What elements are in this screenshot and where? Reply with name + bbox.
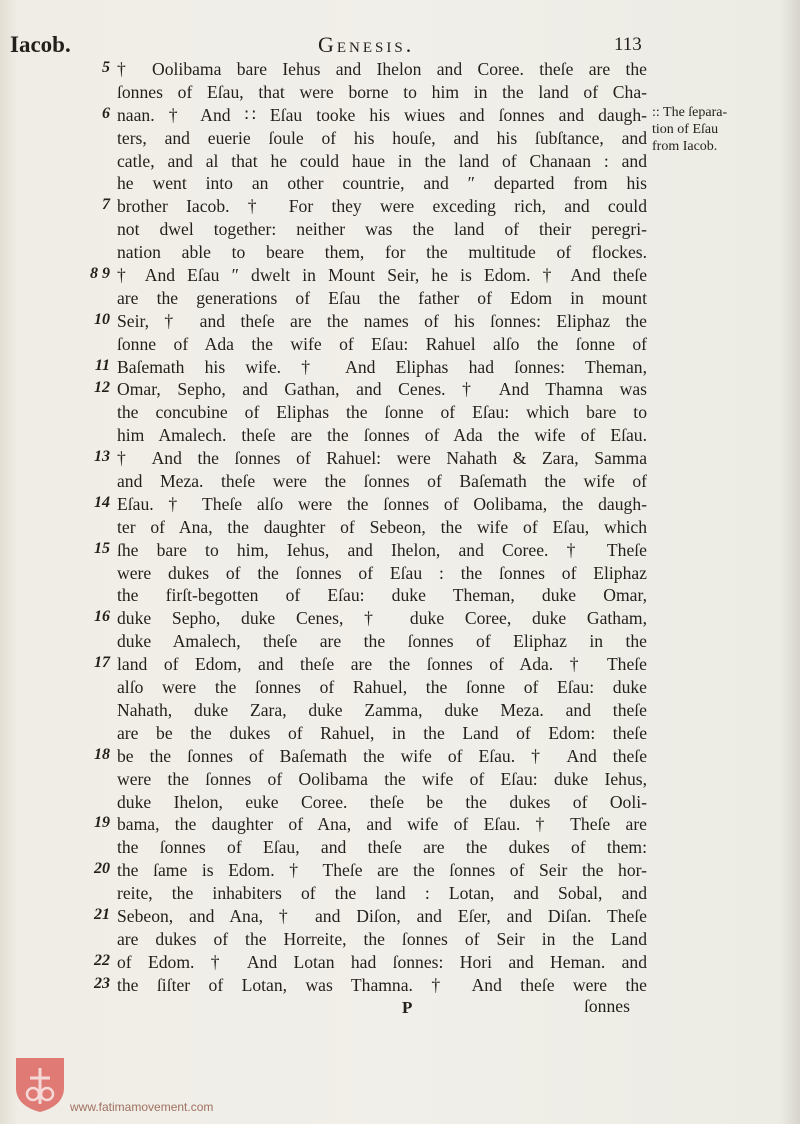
text-line (0, 378, 800, 401)
line-text: are be the dukes of Rahuel, in the Land of Edom: theſe (117, 722, 647, 743)
line-text: be the ſonnes of Baſemath the wife of Eſau. † And theſe (117, 745, 647, 766)
text-line (0, 630, 800, 653)
line-text: ſonne of Ada the wife of Eſau: Rahuel alſo the ſonne of (117, 333, 647, 354)
line-text: were dukes of the ſonnes of Eſau : the ſonnes of Eliphaz (117, 562, 647, 583)
line-text: the ſiſter of Lotan, was Thamna. † And theſe were the (117, 974, 647, 995)
line-text: ſhe bare to him, Iehus, and Ihelon, and Coree. † Theſe (117, 539, 647, 560)
verse-number: 8 9 (90, 265, 110, 283)
line-text: are dukes of the Horreite, the ſonnes of Seir in the Land (117, 928, 647, 949)
line-text: ter of Ana, the daughter of Sebeon, the wife of Eſau, which (117, 516, 647, 537)
text-line (0, 951, 800, 974)
text-line (0, 424, 800, 447)
text-line (0, 699, 800, 722)
verse-number: 21 (94, 905, 110, 923)
text-line (0, 333, 800, 356)
text-line (0, 218, 800, 241)
line-text: bama, the daughter of Ana, and wife of Eſau. † Theſe are (117, 814, 647, 835)
line-text: Baſemath his wife. † And Eliphas had ſonnes: Theman, (117, 356, 647, 377)
verse-number: 15 (94, 539, 110, 557)
line-text: not dwel together: neither was the land of their peregri- (117, 219, 647, 240)
line-text: Nahath, duke Zara, duke Zamma, duke Meza. and theſe (117, 699, 647, 720)
line-text: land of Edom, and theſe are the ſonnes of Ada. † Theſe (117, 654, 647, 675)
line-text: reite, the inhabiters of the land : Lotan, and Sobal, and (117, 883, 647, 904)
verse-number: 14 (94, 493, 110, 511)
text-line (0, 470, 800, 493)
verse-number: 22 (94, 951, 110, 969)
text-line (0, 676, 800, 699)
text-line (0, 745, 800, 768)
page-number: 113 (614, 34, 642, 55)
line-text: Omar, Sepho, and Gathan, and Cenes. † And Thamna was (117, 379, 647, 400)
verse-number: 11 (94, 356, 110, 374)
line-text: the concubine of Eliphas the ſonne of Eſau: which bare to (117, 402, 647, 423)
text-line (0, 584, 800, 607)
text-line (0, 516, 800, 539)
text-line (0, 928, 800, 951)
margin-note-line: :: The ſepara- (652, 105, 728, 120)
line-text: the ſame is Edom. † Theſe are the ſonnes of Seir the hor- (117, 860, 647, 881)
line-text: and Meza. theſe were the ſonnes of Baſemath the wife of (117, 471, 647, 492)
line-text: ters, and euerie ſoule of his houſe, and his ſubſtance, and (117, 127, 647, 148)
line-text: duke Ihelon, euke Coree. theſe be the dukes of Ooli- (117, 791, 647, 812)
line-text: naan. † And ∷ Eſau tooke his wiues and ſonnes and daugh- (117, 104, 647, 125)
line-text: him Amalech. theſe are the ſonnes of Ada the wife of Eſau. (117, 425, 647, 446)
line-text: of Edom. † And Lotan had ſonnes: Hori and Heman. and (117, 951, 647, 972)
text-line (0, 859, 800, 882)
line-text: catle, and al that he could haue in the land of Chanaan : and (117, 150, 647, 171)
text-line (0, 882, 800, 905)
verse-number: 13 (94, 448, 110, 466)
text-line (0, 58, 800, 81)
text-line (0, 539, 800, 562)
text-line (0, 81, 800, 104)
text-line (0, 722, 800, 745)
line-text: duke Sepho, duke Cenes, † duke Coree, duke Gatham, (117, 608, 647, 629)
text-line (0, 813, 800, 836)
text-line (0, 653, 800, 676)
verse-number: 17 (94, 654, 110, 672)
text-line (0, 264, 800, 287)
verse-number: 7 (102, 196, 110, 214)
line-text: alſo were the ſonnes of Rahuel, the ſonne of Eſau: duke (117, 677, 647, 698)
line-text: the firſt-begotten of Eſau: duke Theman, duke Omar, (117, 585, 647, 606)
text-line (0, 768, 800, 791)
text-line (0, 607, 800, 630)
text-line (0, 356, 800, 379)
text-line (0, 562, 800, 585)
verse-number: 10 (94, 310, 110, 328)
verse-number: 19 (94, 814, 110, 832)
text-line (0, 493, 800, 516)
watermark-url: www.fatimamovement.com (70, 1100, 214, 1114)
margin-note-line: tion of Eſau (652, 122, 719, 137)
text-line (0, 310, 800, 333)
margin-note (652, 104, 792, 155)
text-line (0, 974, 800, 997)
line-text: were the ſonnes of Oolibama the wife of Eſau: duke Iehus, (117, 768, 647, 789)
text-line (0, 195, 800, 218)
verse-number: 23 (94, 974, 110, 992)
line-text: † Oolibama bare Iehus and Ihelon and Coree. theſe are the (117, 59, 647, 79)
fatima-logo-icon (12, 1054, 68, 1114)
book-title: Genesis. (318, 32, 415, 57)
line-text: Seir, † and theſe are the names of his ſonnes: Eliphaz the (117, 310, 647, 331)
line-text: Eſau. † Theſe alſo were the ſonnes of Oolibama, the daugh- (117, 493, 647, 514)
line-text: ſonnes of Eſau, that were borne to him in the land of Cha- (117, 81, 647, 102)
line-text: † And Eſau ″ dwelt in Mount Seir, he is Edom. † And theſe (117, 265, 647, 286)
signature-mark: P (402, 998, 413, 1017)
text-line (0, 791, 800, 814)
line-text: Sebeon, and Ana, † and Diſon, and Eſer, and Diſan. Theſe (117, 905, 647, 926)
running-head: Iacob. (10, 32, 71, 57)
body-text (0, 58, 800, 997)
verse-number: 5 (102, 59, 110, 76)
line-text: nation able to beare them, for the multitude of flockes. (117, 242, 647, 263)
text-line (0, 905, 800, 928)
line-text: he went into an other countrie, and ″ departed from his (117, 173, 647, 194)
catchword: ſonnes (584, 996, 630, 1016)
text-line (0, 836, 800, 859)
text-line (0, 287, 800, 310)
line-text: brother Iacob. † For they were exceding rich, and could (117, 196, 647, 217)
text-line (0, 447, 800, 470)
verse-number: 12 (94, 379, 110, 397)
line-text: are the generations of Eſau the father of Edom in mount (117, 287, 647, 308)
line-text: † And the ſonnes of Rahuel: were Nahath & Zara, Samma (117, 448, 647, 469)
text-line (0, 401, 800, 424)
line-text: the ſonnes of Eſau, and theſe are the dukes of them: (117, 837, 647, 858)
text-line (0, 241, 800, 264)
margin-note-line: from Iacob. (652, 139, 718, 154)
verse-number: 20 (94, 860, 110, 878)
verse-number: 18 (94, 745, 110, 763)
line-text: duke Amalech, theſe are the ſonnes of Eliphaz in the (117, 631, 647, 652)
text-line (0, 172, 800, 195)
verse-number: 6 (102, 104, 110, 122)
verse-number: 16 (94, 608, 110, 626)
